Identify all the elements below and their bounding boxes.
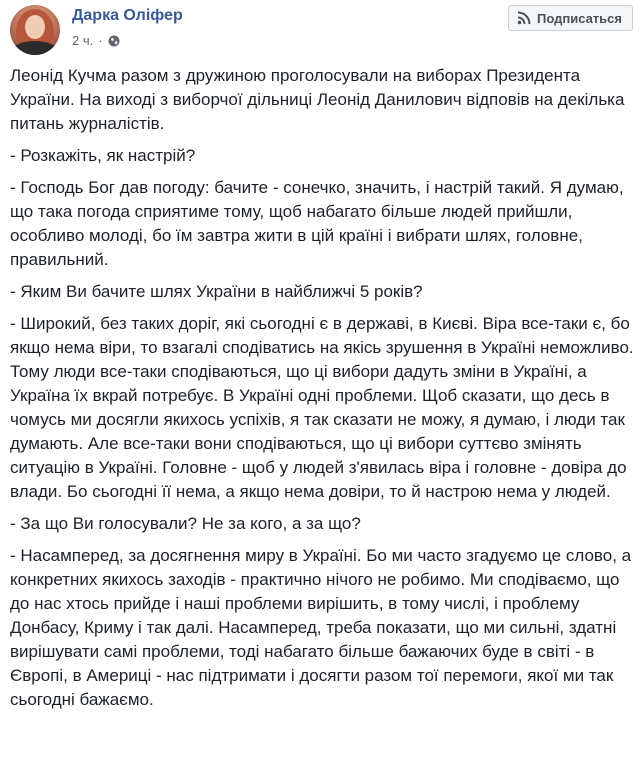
post-paragraph: Леонід Кучма разом з дружиною проголосували на виборах Президента України. На виході з виборчої дільниці Леонід Данилович відповів на декілька питань журналістів. [10, 66, 625, 133]
subscribe-button[interactable] [508, 5, 633, 31]
post-paragraph: - Розкажіть, як настрій? [10, 146, 196, 165]
avatar-shoulders [12, 41, 58, 55]
globe-icon[interactable] [108, 35, 120, 47]
post-paragraph: - Яким Ви бачите шлях України в найближчі 5 років? [10, 282, 423, 301]
rss-icon [517, 11, 531, 25]
post-paragraph: - Господь Бог дав погоду: бачите - сонечко, значить, і настрій такий. Я думаю, що така погода сприятиме тому, щоб набагато більше людей прийшли, особливо молоді, бо їм завтра жити в цій країні і вибрати шлях, головне, правильний. [10, 178, 624, 269]
avatar-face [25, 15, 45, 39]
post-paragraph: - За що Ви голосували? Не за кого, а за що? [10, 514, 361, 533]
post-header [10, 5, 633, 55]
post-meta [72, 33, 120, 48]
avatar[interactable] [10, 5, 60, 55]
post-text [10, 64, 635, 720]
post-paragraph: - Насамперед, за досягнення миру в Україні. Бо ми часто згадуємо це слово, а конкретних якихось заходів - практично нічого не робимо. Ми сподіваємо, що до нас хтось прийде і наші проблеми вирішить, в тому числі, і проблему Донбасу, Криму і так далі. Насамперед, треба показати, що ми сильні, здатні вирішувати самі проблеми, тоді набагато більше бажаючих буде в світі - в Європі, в Америці - нас підтримати і досягти разом тої перемоги, якої ми так сьогодні бажаємо. [10, 546, 632, 709]
meta-separator: · [98, 33, 103, 48]
post-timestamp[interactable]: 2 ч. [72, 33, 94, 48]
post-paragraph: - Широкий, без таких доріг, які сьогодні є в державі, в Києві. Віра все-таки є, бо якщо нема віри, то взагалі сподіватись на якісь зрушення в Україні неможливо. Тому люди все-таки сподіваються, що ці вибори дадуть зміни в Україні, а Україна їх вкрай потребує. В Україні одні проблеми. Щоб сказати, що десь в чомусь ми досягли якихось успіхів, я так сказати не можу, я думаю, і люди так думають. Але все-таки вони сподіваються, що ці вибори суттєво змінять ситуацію в Україні. Головне - щоб у людей з'явилась віра і головне - довіра до влади. Бо сьогодні її нема, а якщо нема довіри, то й настрою нема у людей. [10, 314, 634, 501]
subscribe-label: Подписаться [536, 10, 622, 26]
author-name-link[interactable]: Дарка Оліфер [72, 7, 183, 24]
